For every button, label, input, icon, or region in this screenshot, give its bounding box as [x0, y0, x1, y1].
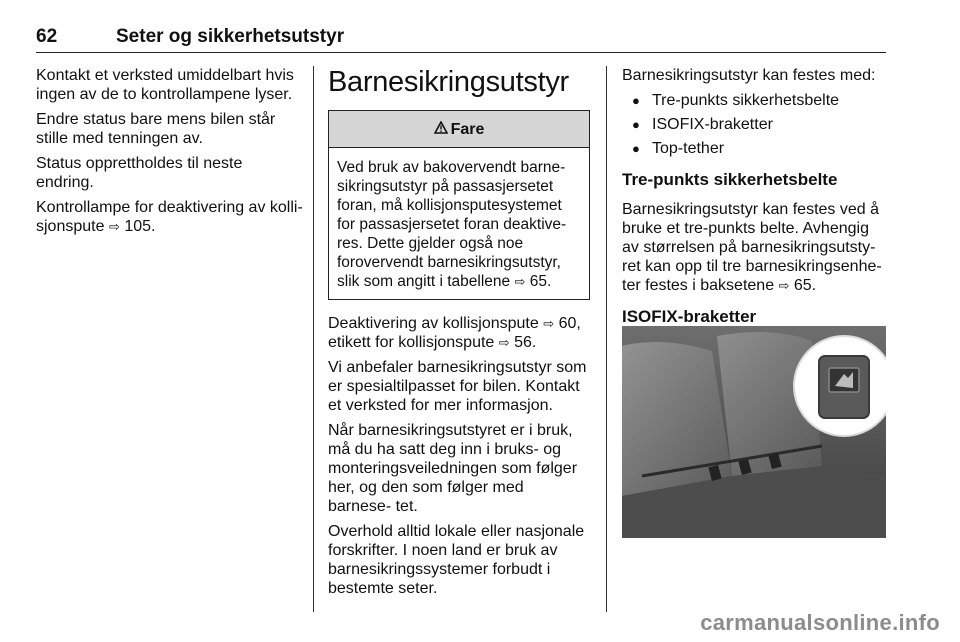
page-reference-link[interactable]: 65. [529, 273, 552, 290]
list-item: ● Tre-punkts sikkerhetsbelte [622, 91, 886, 110]
running-head-title: Seter og sikkerhetsutstyr [116, 26, 345, 47]
warning-header [329, 111, 589, 148]
column-divider-2 [606, 66, 607, 612]
warning-title: Fare [450, 120, 485, 138]
warning-box [328, 110, 590, 300]
cross-reference-arrow-icon: ⇨ [498, 335, 510, 350]
warning-triangle-icon [434, 120, 448, 139]
warning-body [329, 148, 589, 299]
paragraph-text: Deaktivering av kollisjonspute [328, 315, 539, 332]
page-reference-link[interactable]: 60, [558, 315, 581, 332]
page-header [36, 26, 886, 53]
column-1 [36, 66, 304, 242]
paragraph-text: etikett for kollisjonspute [328, 334, 495, 351]
page-reference-link[interactable]: 105. [124, 218, 156, 235]
paragraph: Barnesikringsutstyr kan festes med: [622, 67, 876, 84]
cross-reference-arrow-icon: ⇨ [543, 316, 555, 331]
list-item: ● Top-tether [622, 139, 886, 158]
paragraph [36, 198, 304, 236]
cross-reference-arrow-icon: ⇨ [108, 219, 120, 234]
paragraph: Overhold alltid lokale eller nasjonale forskrifter. I noen land er bruk av barnesikringssystemer forbudt i bestemte seter. [328, 523, 585, 597]
page-reference-link[interactable]: 56. [514, 334, 537, 351]
subheading: Tre-punkts sikkerhetsbelte [622, 170, 838, 189]
column-3 [622, 66, 886, 337]
section-title: Barnesikringsutstyr [328, 66, 569, 98]
column-divider-1 [313, 66, 314, 612]
warning-text: Ved bruk av bakovervendt barne- sikringsutstyr på passasjersetet foran, må kollisjonsputesystemet for passasjersetet foran deaktive- res. Dette gjelder også noe forovervendt barnesikringsutstyr, slik som angitt i tabellene [337, 159, 567, 290]
cross-reference-arrow-icon: ⇨ [778, 278, 790, 293]
column-2 [328, 66, 590, 604]
subheading: ISOFIX-braketter [622, 307, 757, 326]
page-number: 62 [36, 26, 58, 47]
paragraph: Endre status bare mens bilen står stille med tenningen av. [36, 111, 276, 147]
paragraph [622, 200, 886, 295]
list-item: ● ISOFIX-braketter [622, 115, 886, 134]
paragraph: Status opprettholdes til neste endring. [36, 155, 243, 191]
paragraph: Vi anbefaler barnesikringsutstyr som er spesialtilpasset for bilen. Kontakt et verksted for mer informasjon. [328, 359, 587, 414]
bullet-list [622, 91, 886, 158]
watermark: carmanualsonline.info [700, 610, 940, 635]
cross-reference-arrow-icon: ⇨ [514, 274, 526, 289]
page-reference-link[interactable]: 65. [793, 277, 817, 294]
paragraph-text: Barnesikringsutstyr kan festes ved å bruke et tre-punkts belte. Avhengig av størrelsen på barnesikringsutsty- ret kan opp til tre barnesikringsenhe- ter festes i baksetene [622, 201, 882, 294]
paragraph: Når barnesikringsutstyret er i bruk, må du ha satt deg inn i bruks- og monteringsveiledningen som følger her, og den som følger med barnese- tet. [328, 422, 578, 515]
paragraph: Kontakt et verksted umiddelbart hvis ingen av de to kontrollampene lyser. [36, 67, 294, 103]
isofix-seat-photo [622, 326, 886, 538]
paragraph [328, 314, 590, 352]
paragraph-text: Kontrollampe for deaktivering av kolli- sjonspute [36, 199, 303, 235]
